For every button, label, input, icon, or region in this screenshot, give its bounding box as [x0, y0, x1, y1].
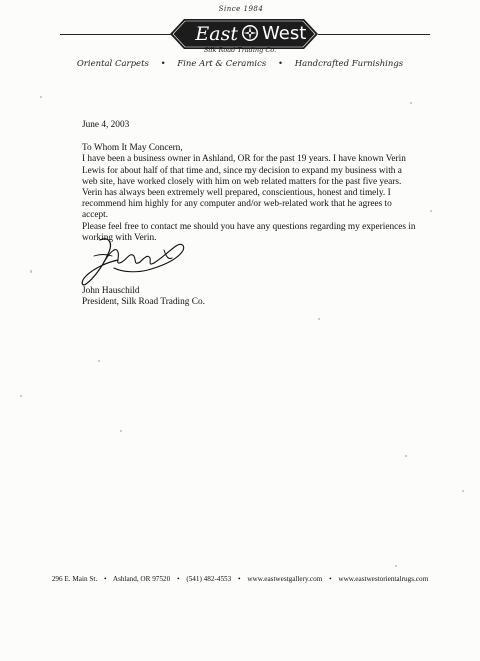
signer-title: President, Silk Road Trading Co.: [82, 297, 205, 308]
signature-block: [82, 286, 205, 308]
tagline-item: Fine Art & Ceramics: [177, 59, 267, 69]
signer-name: John Hauschild: [82, 286, 140, 296]
tagline: [0, 59, 480, 69]
tagline-item: Handcrafted Furnishings: [294, 59, 404, 69]
paper-speck: [30, 270, 32, 273]
logo-word-west: West: [262, 23, 307, 44]
footer-bullet: •: [176, 575, 180, 583]
paper-speck: [40, 96, 42, 98]
footer-bullet: •: [103, 575, 107, 583]
text-line: web site, have worked closely with him on web related matters for the past five years.: [82, 176, 402, 187]
since-label: Since 1984: [218, 5, 264, 13]
paper-speck: [395, 565, 397, 567]
text-line: recommend him highly for any computer and/or web-related work that he agrees to: [82, 199, 392, 210]
text-line: I have been a business owner in Ashland, OR for the past 19 years. I have known Verin: [82, 154, 406, 165]
paper-speck: [410, 102, 412, 104]
tagline-bullet: •: [160, 59, 166, 69]
text-line: working with Verin.: [82, 232, 157, 243]
footer-contact: [0, 575, 480, 583]
paper-speck: [20, 395, 22, 397]
paper-speck: [405, 455, 407, 457]
paragraph-recommendation: [82, 154, 454, 221]
text-line: accept.: [82, 210, 109, 221]
paper-speck: [98, 360, 100, 362]
text-line: Please feel free to contact me should you have any questions regarding my experiences in: [82, 221, 416, 232]
tagline-item: Oriental Carpets: [76, 59, 149, 69]
paper-speck: [318, 318, 320, 320]
letter-date: June 4, 2003: [82, 120, 130, 130]
footer-bullet: •: [238, 575, 241, 583]
compass-rose-icon: [241, 24, 259, 42]
letterhead-rule-left: [60, 34, 176, 35]
logo-word-east: East: [195, 23, 238, 45]
handwritten-signature: [78, 232, 190, 292]
paper-speck: [120, 430, 122, 432]
footer-website-rugs: www.eastwestorientalrugs.com: [338, 575, 429, 583]
paper-speck: [462, 490, 464, 492]
footer-address: 296 E. Main St.: [51, 575, 98, 583]
footer-phone: (541) 482-4553: [186, 575, 232, 583]
footer-website-gallery: www.eastwestgallery.com: [247, 575, 323, 583]
tagline-bullet: •: [277, 59, 283, 69]
salutation: To Whom It May Concern,: [82, 143, 183, 154]
letterhead-rule-right: [318, 34, 430, 35]
letter-body: [82, 120, 454, 244]
footer-city: Ashland, OR 97520: [112, 575, 171, 583]
footer-bullet: •: [329, 575, 332, 583]
text-line: Lewis for about half of that time and, since my decision to expand my business with a: [82, 165, 402, 176]
company-subtitle: Silk Road Trading Co.: [203, 46, 277, 54]
text-line: Verin has always been extremely well prepared, conscientious, honest and timely. I: [82, 188, 391, 199]
